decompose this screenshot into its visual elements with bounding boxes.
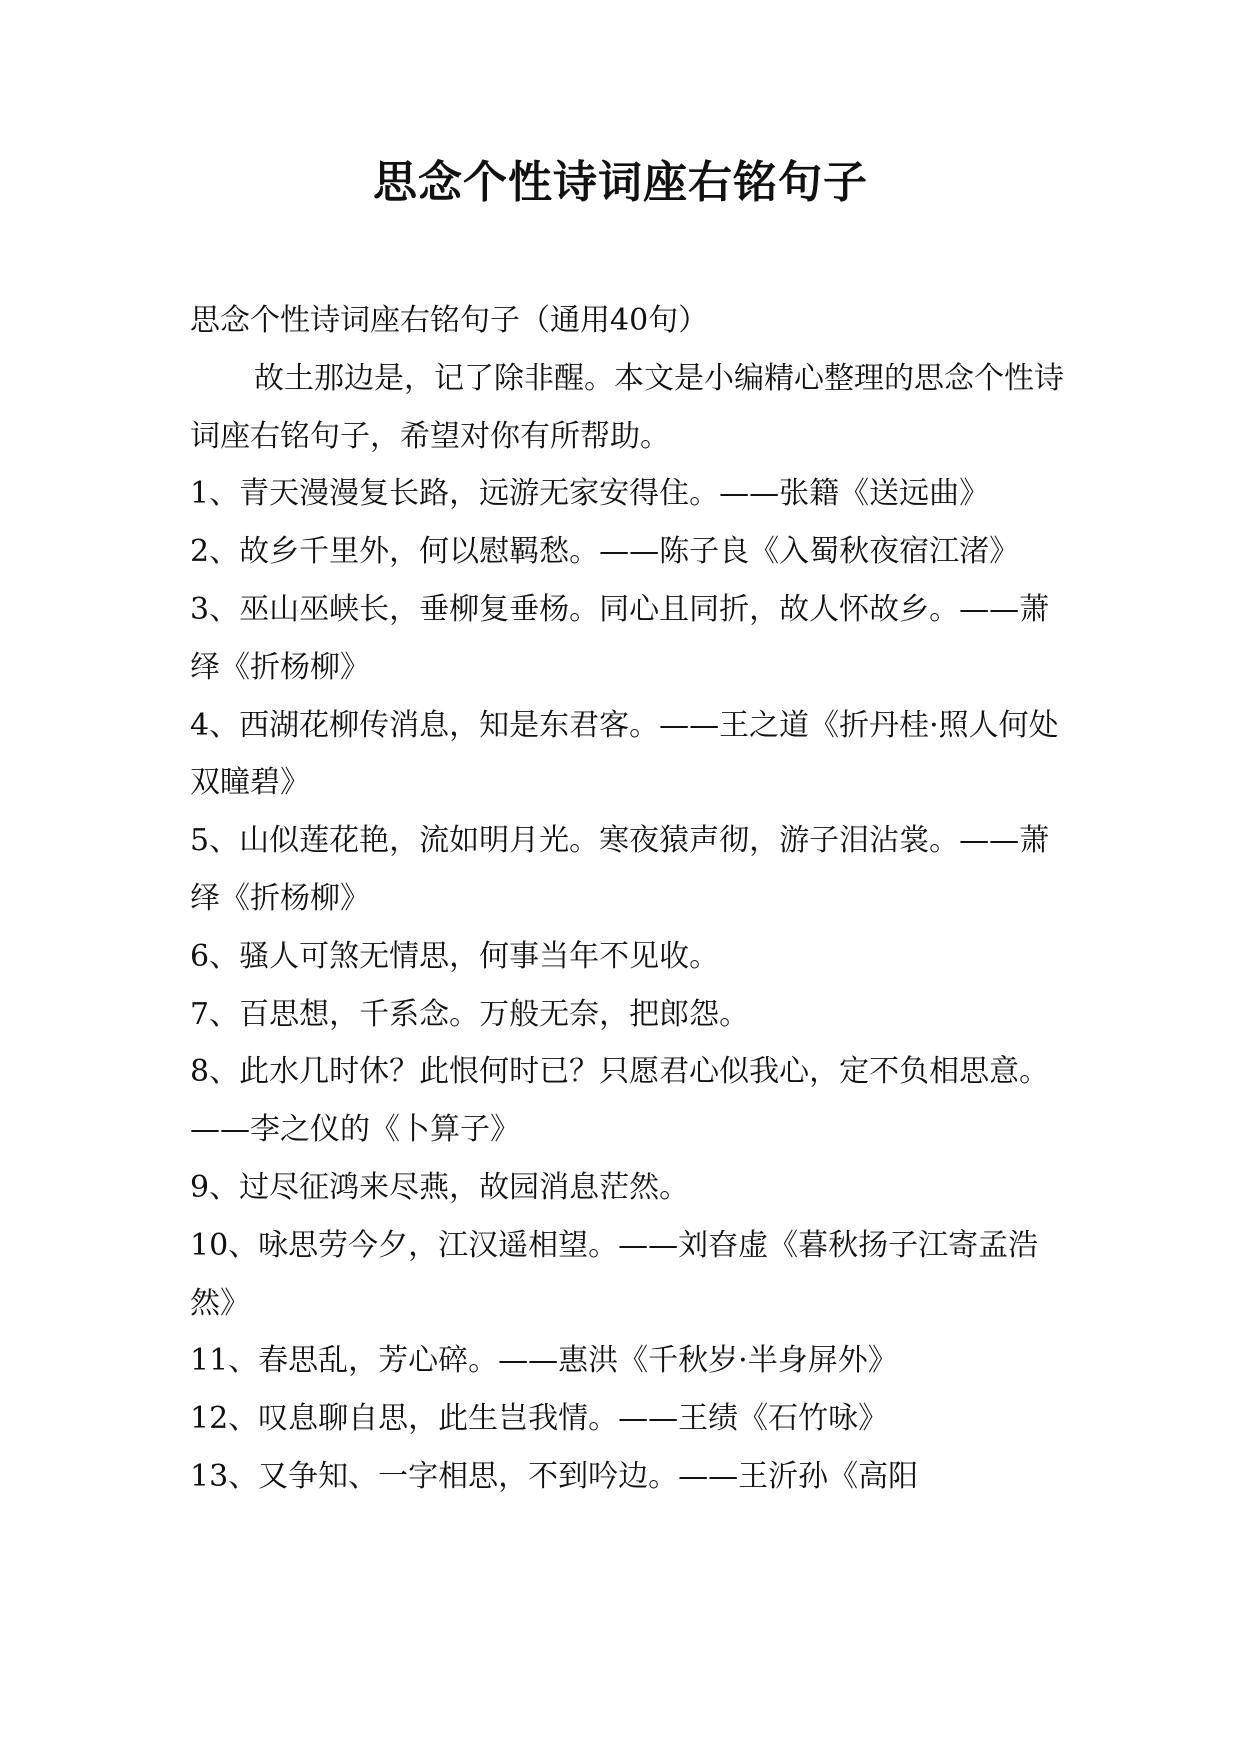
list-item: 6、骚人可煞无情思，何事当年不见收。 [190,938,720,974]
list-item: 9、过尽征鸿来尽燕，故园消息茫然。 [190,1169,690,1205]
document-body [190,292,1070,1506]
document-subtitle: 思念个性诗词座右铭句子（通用40句） [190,303,709,338]
list-item: 10、咏思劳今夕，江汉遥相望。——刘昚虚《暮秋扬子江寄孟浩然》 [190,1227,1039,1321]
list-item: 5、山似莲花艳，流如明月光。寒夜猿声彻，游子泪沾裳。——萧绎《折杨柳》 [190,823,1050,916]
list-item: 12、叹息聊自思，此生岂我情。——王绩《石竹咏》 [190,1401,889,1437]
list-item: 1、青天漫漫复长路，远游无家安得住。——张籍《送远曲》 [190,476,990,512]
list-item: 11、春思乱，芳心碎。——惠洪《千秋岁·半身屏外》 [190,1343,898,1379]
list-item: 2、故乡千里外，何以慰羁愁。——陈子良《入蜀秋夜宿江渚》 [190,534,1020,570]
list-item: 7、百思想，千系念。万般无奈，把郎怨。 [190,996,750,1032]
document-title: 思念个性诗词座右铭句子 [373,157,868,208]
list-item: 3、巫山巫峡长，垂柳复垂杨。同心且同折，故人怀故乡。——萧绎《折杨柳》 [190,591,1050,685]
list-item: 4、西湖花柳传消息，知是东君客。——王之道《折丹桂·照人何处双瞳碧》 [190,707,1059,801]
intro-paragraph: 故土那边是，记了除非醒。本文是小编精心整理的思念个性诗词座右铭句子，希望对你有所帮助。 [190,360,1064,454]
list-item: 8、此水几时休？此恨何时已？只愿君心似我心，定不负相思意。——李之仪的《卜算子》 [190,1054,1050,1148]
list-item: 13、又争知、一字相思，不到吟边。——王沂孙《高阳 [190,1458,919,1494]
